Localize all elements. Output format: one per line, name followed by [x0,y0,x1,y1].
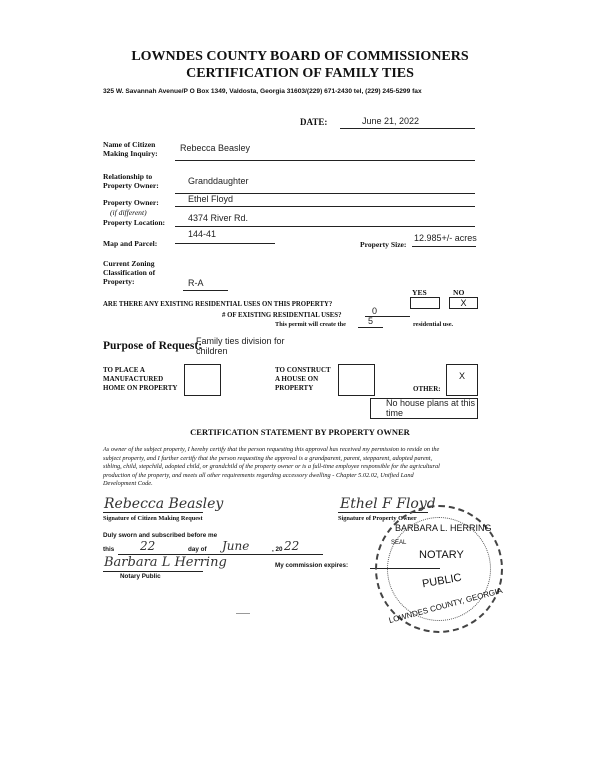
no-label: NO [453,288,465,297]
notary-this: this [103,546,115,553]
map-label: Map and Parcel: [103,239,158,248]
other-label: OTHER: [413,385,441,393]
address: 325 W. Savannah Avenue/P O Box 1349, Valdosta, Georgia 31603/(229) 671-2430 tel, (229) 245-5299 fax [103,88,422,95]
notary-seal: BARBARA L. HERRING SEAL NOTARY PUBLIC LOWNDES COUNTY, GEORGIA [375,505,503,633]
notary-month: June [222,539,250,553]
notary-line1: Duly sworn and subscribed before me [103,532,218,539]
owner-signature: Ethel F Floyd [340,496,436,512]
size-value: 12.985+/- acres [414,233,477,243]
yes-checkbox[interactable] [410,297,440,309]
owner-label: Property Owner: [103,198,159,207]
no-checkbox[interactable]: X [449,297,478,309]
purpose-label: Purpose of Request: [103,340,203,352]
notary-year-prefix: , 20 [272,546,283,553]
location-value: 4374 River Rd. [188,213,249,223]
other-checkbox[interactable]: X [446,364,478,396]
location-label: Property Location: [103,218,166,227]
title-form: CERTIFICATION OF FAMILY TIES [186,66,414,81]
certification-text: As owner of the subject property, I hereby certify that the person requesting this approval has received my permission to reside on the subject property, and I further certify that the person requesting the approval is a grandparent, parent, stepparent, adopted parent, sibling, child, stepchild, adopted child, or grandchild of the property owner or is a full-time employee responsible for the agricultural production of the property, and meets all other requirements regarding accessory dwelling - Chapter 5.02.02, Unified Land Development Code. [103,446,440,488]
notary-year: 22 [284,539,300,553]
residential-question: ARE THERE ANY EXISTING RESIDENTIAL USES ON THIS PROPERTY? [103,301,333,308]
date-label: DATE: [300,117,328,127]
map-value: 144-41 [188,229,217,239]
create-suffix: residential use. [413,321,454,328]
construct-house-checkbox[interactable] [338,364,375,396]
citizen-signature: Rebecca Beasley [104,496,224,512]
notary-public-label: Notary Public [120,573,161,580]
owner-signature-label: Signature of Property Owner [338,515,417,522]
commission-expires-label: My commission expires: [275,562,349,569]
notary-day-of: day of [188,546,207,553]
purpose-value: Family ties division for children [196,336,285,356]
citizen-label: Name of Citizen Making Inquiry: [103,140,158,158]
certification-heading: CERTIFICATION STATEMENT BY PROPERTY OWNER [190,427,410,437]
size-label: Property Size: [360,240,407,249]
option-manufactured-label: TO PLACE A MANUFACTURED HOME ON PROPERTY [103,366,178,392]
title-board: LOWNDES COUNTY BOARD OF COMMISSIONERS [131,49,469,64]
zoning-value: R-A [188,278,204,288]
other-text: No house plans at this time [386,398,476,418]
citizen-signature-label: Signature of Citizen Making Request [103,515,203,522]
notary-signature: Barbara L Herring [104,555,227,570]
option-construct-label: TO CONSTRUCT A HOUSE ON PROPERTY [275,366,331,392]
zoning-label: Current Zoning Classification of Property: [103,259,156,286]
citizen-value: Rebecca Beasley [180,143,251,153]
yes-label: YES [412,288,427,297]
create-prefix: This permit will create the [275,321,346,328]
owner-value: Ethel Floyd [188,194,234,204]
owner-sublabel: (if different) [110,208,147,217]
create-value: 5 [368,316,374,326]
manufactured-home-checkbox[interactable] [184,364,221,396]
notary-day: 22 [140,539,156,553]
relationship-value: Granddaughter [188,176,249,186]
residential-count-value: 0 [372,306,378,316]
date-value: June 21, 2022 [362,116,420,126]
relationship-label: Relationship to Property Owner: [103,172,159,190]
residential-count-label: # OF EXISTING RESIDENTIAL USES? [222,312,342,319]
